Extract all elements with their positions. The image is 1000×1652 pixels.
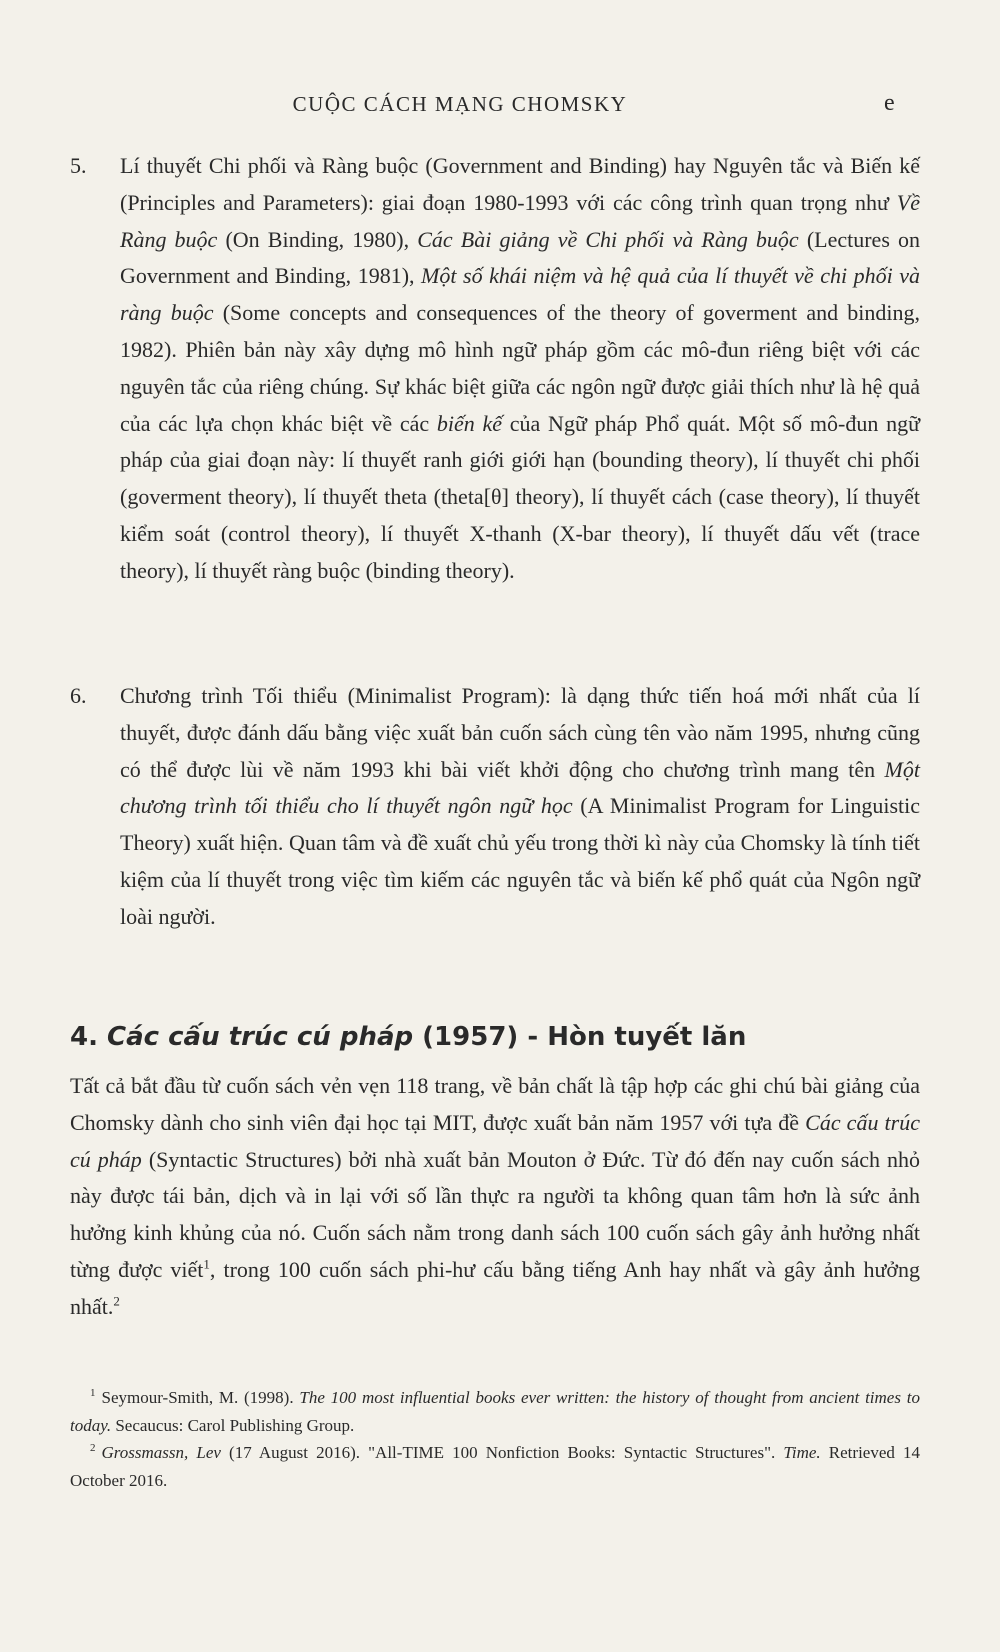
text-run: (Syntactic Structures) bởi nhà xuất bản Mouton ở Đức. Từ đó đến nay cuốn sách nhỏ này được tái bản, dịch và in lại với số lần thực ra người ta không quan tâm hơn là sức ảnh hưởng kinh khủng của nó. Cuốn sách nằm trong danh sách 100 cuốn sách gây ảnh hưởng nhất từng được viết [70,1146,921,1282]
section-heading [70,1020,920,1054]
text-run: (Some concepts and consequences of the theory of goverment and binding, 1982). Phiên bản này xây dựng mô hình ngữ pháp gồm các mô-đun riêng biệt với các nguyên tắc của riêng chúng. Sự khác biệt giữa các ngôn ngữ được giải thích như là hệ quả của các lựa chọn khác biệt về các [120,300,920,436]
text-run: , trong 100 cuốn sách phi-hư cấu bằng tiếng Anh hay nhất và gây ảnh hưởng nhất. [70,1256,920,1319]
list-item-text [120,148,920,590]
italic-title: Các Bài giảng về Chi phối và Ràng buộc [417,226,799,252]
list-item-number: 5. [70,153,87,178]
text-run: Chương trình Tối thiểu (Minimalist Program): là dạng thức tiến hoá mới nhất của lí thuyết, được đánh dấu bằng việc xuất bản cuốn sách cùng tên vào năm 1995, nhưng cũng có thể được lùi về năm 1993 khi bài viết khởi động cho chương trình mang tên [120,683,920,782]
italic-term: biến kế [436,410,503,436]
text-run: Lí thuyết Chi phối và Ràng buộc (Government and Binding) hay Nguyên tắc và Biến kế (Principles and Parameters): giai đoạn 1980-1993 với các công trình quan trọng như [120,153,920,215]
text-run: của Ngữ pháp Phổ quát. Một số mô-đun ngữ pháp của giai đoạn này: lí thuyết ranh giới giới hạn (bounding theory), lí thuyết chi phối (goverment theory), lí thuyết theta (theta[θ] theory), lí thuyết cách (case theory), lí thuyết kiểm soát (control theory), lí thuyết X-thanh (X-bar theory), lí thuyết dấu vết (trace theory), lí thuyết ràng buộc (binding theory). [120,410,921,583]
text-run: (Lectures on Government and Binding, 1981), [120,226,920,289]
footnote-ref-1[interactable]: 1 [203,1256,210,1272]
text-run: Retrieved 14 October 2016. [70,1443,920,1490]
text-run: (A Minimalist Program for Linguistic Theory) xuất hiện. Quan tâm và đề xuất chủ yếu trong thời kì này của Chomsky là tính tiết kiệm của lí thuyết trong việc tìm kiếm các nguyên tắc và biến kế phổ quát của Ngôn ngữ loài người. [120,793,921,929]
list-item-number: 6. [70,683,87,708]
section-title-rest: (1957) - Hòn tuyết lăn [413,1022,747,1052]
italic-title: Các cấu trúc cú pháp [70,1109,920,1172]
footnote-2 [70,1439,920,1494]
footnote-1 [70,1384,920,1439]
italic-title: Một chương trình tối thiểu cho lí thuyết ngôn ngữ học [120,756,920,819]
text-run: Seymour-Smith, M. (1998). [101,1388,300,1407]
footnote-ref-2[interactable]: 2 [113,1293,120,1309]
text-run: (17 August 2016). "All-TIME 100 Nonfiction Books: Syntactic Structures". [220,1443,784,1462]
footnote-mark: 1 [90,1387,96,1400]
page-number: e [884,90,895,116]
italic-title: Về Ràng buộc [120,189,920,252]
list-item-text [120,678,920,936]
text-run: (On Binding, 1980), [217,226,418,252]
footnotes [70,1384,920,1494]
text-run: Secaucus: Carol Publishing Group. [111,1415,355,1435]
italic-title: The 100 most influential books ever written: the history of thought from ancient times to today. [70,1388,920,1435]
body-paragraph [70,1068,920,1326]
section-title-italic: Các cấu trúc cú pháp [107,1022,414,1052]
footnote-mark: 2 [90,1442,96,1455]
running-title: CUỘC CÁCH MẠNG CHOMSKY [292,92,628,116]
italic-title: Time. [783,1443,821,1462]
section-number: 4. [70,1022,98,1052]
list-item-6 [70,678,920,936]
text-run: Tất cả bắt đầu từ cuốn sách vẻn vẹn 118 trang, về bản chất là tập hợp các ghi chú bài giảng của Chomsky dành cho sinh viên đại học tại MIT, được xuất bản năm 1957 với tựa đề [70,1073,920,1135]
italic-author: Grossmassn, Lev [101,1443,221,1462]
italic-title: Một số khái niệm và hệ quả của lí thuyết về chi phối và ràng buộc [120,263,920,326]
list-item-5 [70,148,920,590]
